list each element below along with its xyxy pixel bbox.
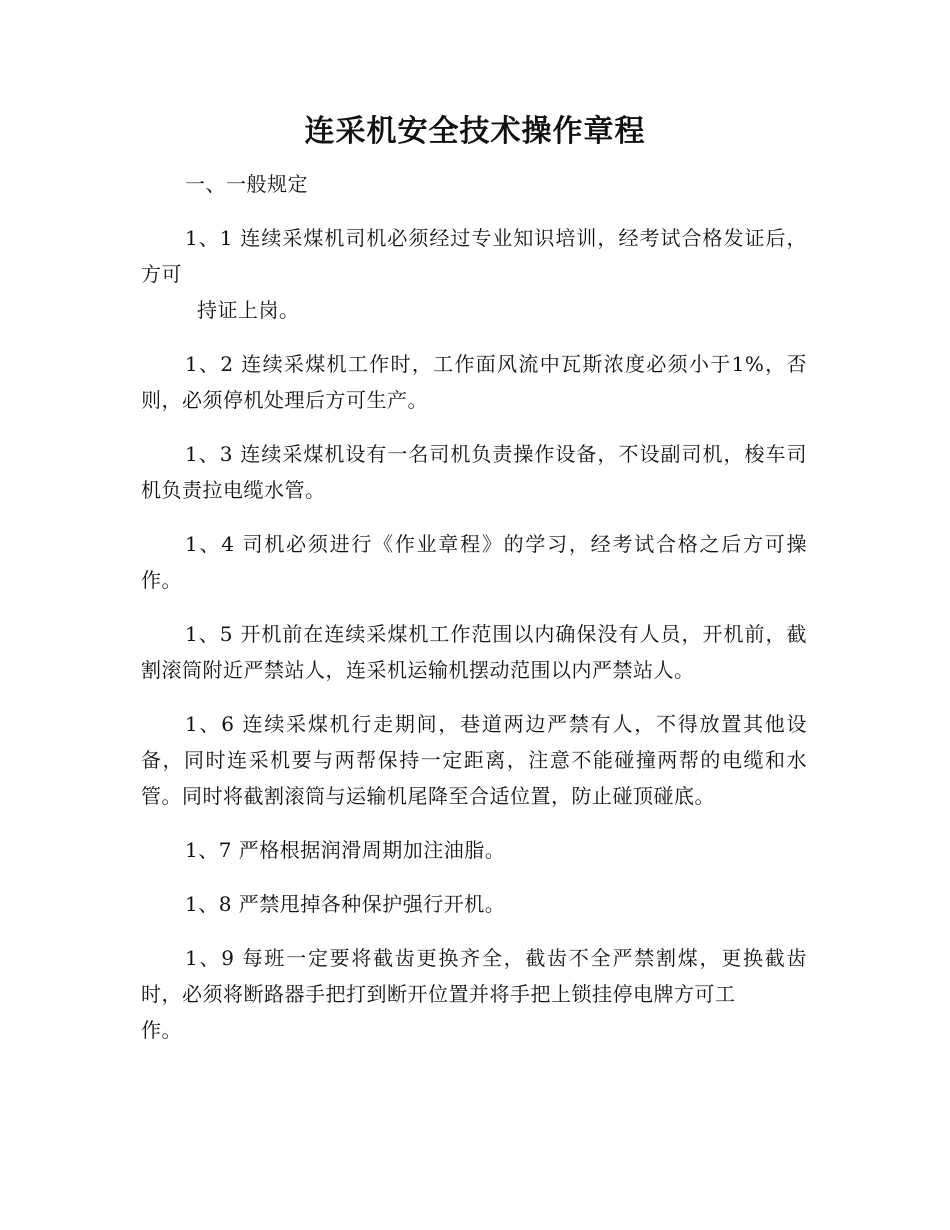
- section-heading: 一、一般规定: [185, 172, 308, 196]
- paragraph-1-1-line-2: 持证上岗。: [197, 298, 300, 322]
- paragraph-1-6: 1、6 连续采煤机行走期间，巷道两边严禁有人，不得放置其他设备，同时连采机要与两帮保持一定距离，注意不能碰撞两帮的电缆和水管。同时将截割滚筒与运输机尾降至合适位置，防止碰顶碰底。: [141, 712, 807, 808]
- paragraph-1-3: 1、3 连续采煤机设有一名司机负责操作设备，不设副司机，梭车司机负责拉电缆水管。: [141, 442, 807, 502]
- paragraph-1-8: 1、8 严禁甩掉各种保护强行开机。: [185, 892, 506, 916]
- document-body: [141, 166, 807, 1066]
- document-title: 连采机安全技术操作章程: [304, 114, 646, 149]
- paragraph-1-4: 1、4 司机必须进行《作业章程》的学习，经考试合格之后方可操作。: [141, 532, 807, 592]
- paragraph-1-5: 1、5 开机前在连续采煤机工作范围以内确保没有人员，开机前，截割滚筒附近严禁站人，连采机运输机摆动范围以内严禁站人。: [141, 622, 807, 682]
- paragraph-1-1-line-1: 1、1 连续采煤机司机必须经过专业知识培训，经考试合格发证后，方可: [141, 226, 807, 286]
- paragraph-1-9: 1、9 每班一定要将截齿更换齐全，截齿不全严禁割煤，更换截齿时，必须将断路器手把打到断开位置并将手把上锁挂停电牌方可工: [141, 946, 807, 1006]
- paragraph-1-7: 1、7 严格根据润滑周期加注油脂。: [185, 838, 506, 862]
- paragraph-1-2: 1、2 连续采煤机工作时，工作面风流中瓦斯浓度必须小于1%，否则，必须停机处理后方可生产。: [141, 352, 807, 412]
- paragraph-1-9-tail: 作。: [141, 1018, 182, 1042]
